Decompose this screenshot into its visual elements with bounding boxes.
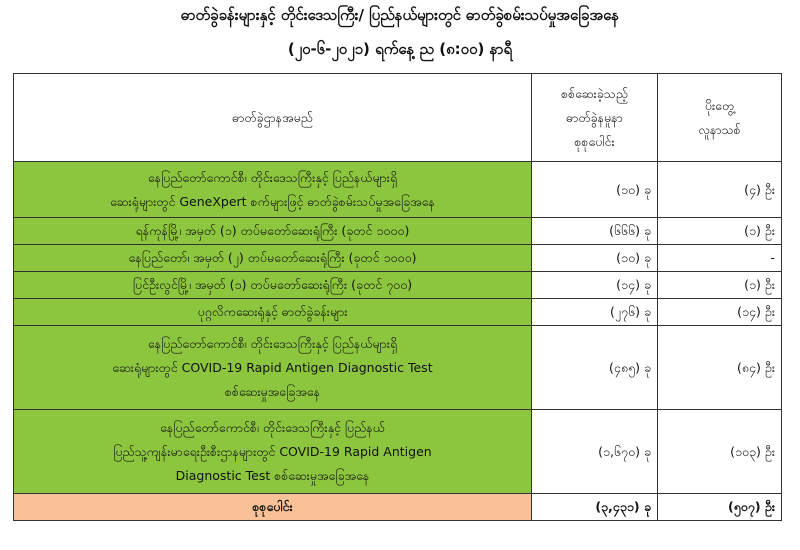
row-positive: (၁) ဦး — [658, 272, 782, 299]
row-lab-name-line: ပြည်သူ့ကျန်းမာရေးဦးစီးဌာနများတွင် COVID-19 Rapid Antigen — [113, 443, 432, 459]
header-tested — [532, 74, 658, 162]
table-row — [14, 299, 782, 326]
row-positive: (၄) ဦး — [658, 162, 782, 218]
row-positive: (၈၄) ဦး — [658, 326, 782, 410]
total-positive: (၅၀၇) ဦး — [658, 494, 782, 521]
table-header-row — [14, 74, 782, 162]
row-lab-name-line: ဆေးရုံများတွင် COVID-19 Rapid Antigen Diagnostic Test — [112, 359, 433, 375]
total-label: စုစုပေါင်း — [14, 494, 532, 521]
row-lab-name-line: Diagnostic Test စစ်ဆေးမှုအခြေအနေ — [175, 467, 370, 483]
header-positive-line: ပိုးတွေ့ — [704, 97, 735, 113]
row-lab-name — [14, 162, 532, 218]
row-lab-name: နေပြည်တော်၊ အမှတ် (၂) တပ်မတော်ဆေးရုံကြီး (ခုတင် ၁၀၀၀) — [14, 245, 532, 272]
header-tested-line: စုစုပေါင်း — [574, 133, 615, 149]
row-lab-name-line: နေပြည်တော်ကောင်စီ၊ တိုင်းဒေသကြီးနှင့် ပြည်နယ်များရှိ — [147, 169, 398, 185]
row-tested: (၂၇၆) ခု — [532, 299, 658, 326]
header-tested-line: စစ်ဆေးခဲ့သည့် — [561, 85, 628, 101]
row-positive: (၁) ဦး — [658, 218, 782, 245]
row-lab-name-line: စစ်ဆေးမှုအခြေအနေ — [224, 383, 321, 399]
row-lab-name-line: ဆေးရုံများတွင် GeneXpert စက်များဖြင့် ဓာတ်ခွဲစမ်းသပ်မှုအခြေအနေ — [110, 193, 435, 209]
total-row — [14, 494, 782, 521]
table-row — [14, 162, 782, 218]
row-lab-name: ရန်ကုန်မြို့၊ အမှတ် (၁) တပ်မတော်ဆေးရုံကြီး (ခုတင် ၁၀၀၀) — [14, 218, 532, 245]
table-row — [14, 218, 782, 245]
header-positive-line: လူနာသစ် — [698, 121, 741, 137]
row-lab-name-line: နေပြည်တော်ကောင်စီ၊ တိုင်းဒေသကြီးနှင့် ပြည်နယ် — [160, 419, 385, 435]
total-tested: (၃,၄၃၁) ခု — [532, 494, 658, 521]
row-lab-name: ပုဂ္ဂလိကဆေးရုံနှင့် ဓာတ်ခွဲခန်းများ — [14, 299, 532, 326]
row-tested: (၁၀) ခု — [532, 162, 658, 218]
table-row — [14, 245, 782, 272]
row-lab-name — [14, 326, 532, 410]
row-tested: (၁,၆၇၀) ခု — [532, 410, 658, 494]
row-lab-name: ပြင်ဦးလွင်မြို့၊ အမှတ် (၁) တပ်မတော်ဆေးရုံကြီး (ခုတင် ၇၀၀) — [14, 272, 532, 299]
table-row — [14, 326, 782, 410]
row-tested: (၄၈၅) ခု — [532, 326, 658, 410]
header-positive — [658, 74, 782, 162]
report-title: ဓာတ်ခွဲခန်းများနှင့် တိုင်းဒေသကြီး/ ပြည်နယ်များတွင် ဓာတ်ခွဲစမ်းသပ်မှုအခြေအနေ — [180, 6, 620, 24]
row-tested: (၁၀) ခု — [532, 245, 658, 272]
row-positive: (၁၄) ဦး — [658, 299, 782, 326]
row-lab-name — [14, 410, 532, 494]
row-tested: (၆၆၆) ခု — [532, 218, 658, 245]
row-positive: (၁၀၃) ဦး — [658, 410, 782, 494]
header-lab-name: ဓာတ်ခွဲဌာနအမည် — [14, 74, 532, 162]
testing-table — [13, 73, 782, 521]
table-row — [14, 272, 782, 299]
header-tested-line: ဓာတ်ခွဲနမူနာ — [566, 109, 623, 125]
row-tested: (၁၄) ခု — [532, 272, 658, 299]
report-date: (၂၀-၆-၂၀၂၁) ရက်နေ့ ည (၈:၀၀) နာရီ — [287, 40, 513, 58]
row-positive: - — [658, 245, 782, 272]
table-row — [14, 410, 782, 494]
row-lab-name-line: နေပြည်တော်ကောင်စီ၊ တိုင်းဒေသကြီးနှင့် ပြည်နယ်များရှိ — [147, 335, 398, 351]
